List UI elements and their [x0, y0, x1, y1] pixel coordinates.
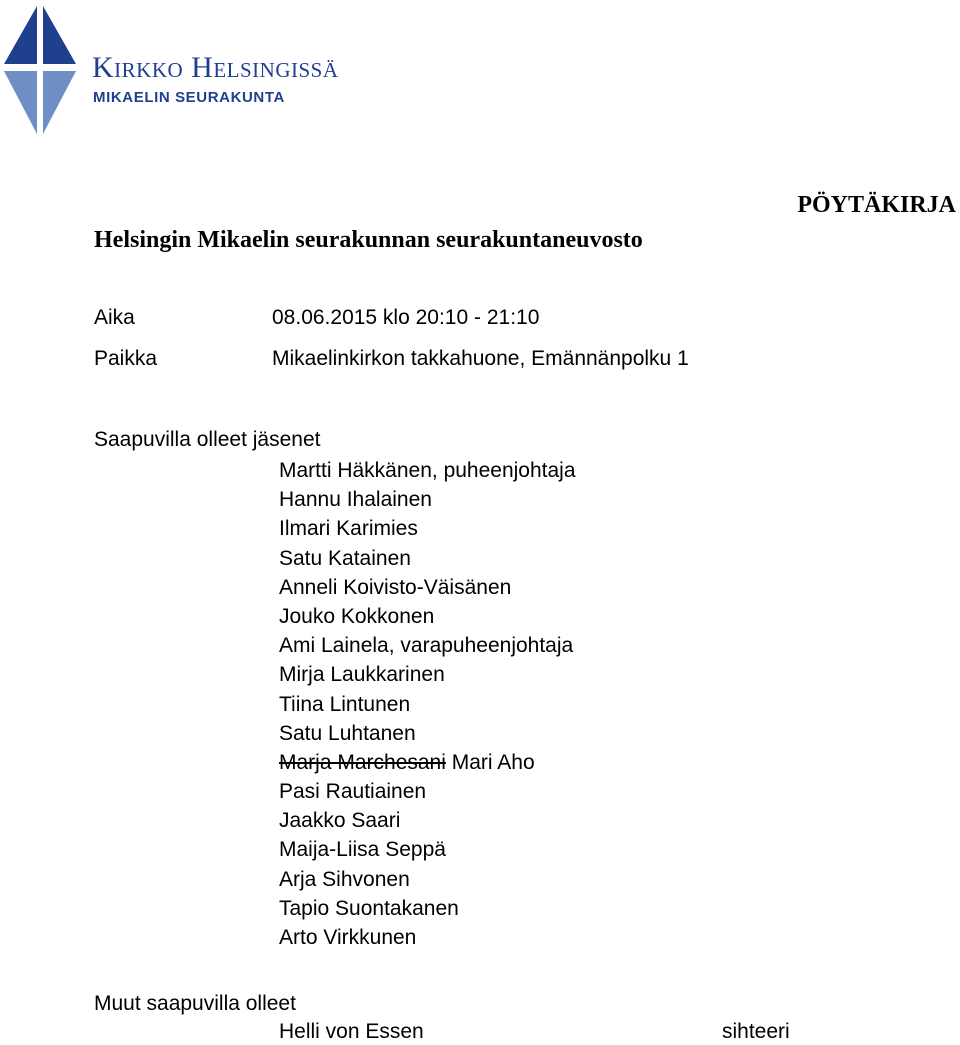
member-item: Satu Katainen: [279, 546, 411, 570]
time-value: 08.06.2015 klo 20:10 - 21:10: [272, 306, 540, 329]
member-item: Martti Häkkänen, puheenjohtaja: [279, 459, 576, 482]
members-list: [279, 456, 576, 952]
member-item: Maija-Liisa Seppä: [279, 838, 446, 862]
member-item: Arja Sihvonen: [279, 867, 410, 891]
substitute-member-name: Mari Aho: [451, 750, 535, 774]
parish-name: MIKAELIN SEURAKUNTA: [93, 89, 285, 106]
other-attendee-name: Helli von Essen: [279, 1020, 424, 1043]
members-heading: Saapuvilla olleet jäsenet: [94, 428, 321, 451]
time-label: Aika: [94, 306, 135, 329]
member-item: Ami Lainela, varapuheenjohtaja: [279, 634, 574, 658]
letterhead-logo: [0, 0, 400, 140]
member-item: Arto Virkkunen: [279, 926, 417, 949]
organization-name: Kirkko Helsingissä: [92, 51, 339, 84]
member-item: Mirja Laukkarinen: [279, 663, 445, 687]
place-value: Mikaelinkirkon takkahuone, Emännänpolku 1: [272, 347, 689, 370]
member-substitution: [279, 748, 576, 777]
other-attendee-role: sihteeri: [722, 1020, 790, 1043]
place-label: Paikka: [94, 347, 158, 370]
member-item: Tiina Lintunen: [279, 692, 411, 716]
document-type: PÖYTÄKIRJA: [797, 192, 956, 218]
member-item: Hannu Ihalainen: [279, 488, 432, 512]
council-title: Helsingin Mikaelin seurakunnan seurakuntaneuvosto: [94, 227, 643, 253]
member-item: Jaakko Saari: [279, 809, 401, 833]
member-item: Tapio Suontakanen: [279, 896, 459, 920]
member-item: Pasi Rautiainen: [279, 780, 427, 804]
member-item: Jouko Kokkonen: [279, 604, 435, 628]
member-item: Satu Luhtanen: [279, 721, 416, 745]
cross-emblem-icon: [0, 0, 90, 140]
others-heading: Muut saapuvilla olleet: [94, 992, 296, 1015]
struck-member-name: Marja Marchesani: [279, 750, 446, 774]
member-item: Anneli Koivisto-Väisänen: [279, 575, 512, 599]
member-item: Ilmari Karimies: [279, 517, 418, 541]
